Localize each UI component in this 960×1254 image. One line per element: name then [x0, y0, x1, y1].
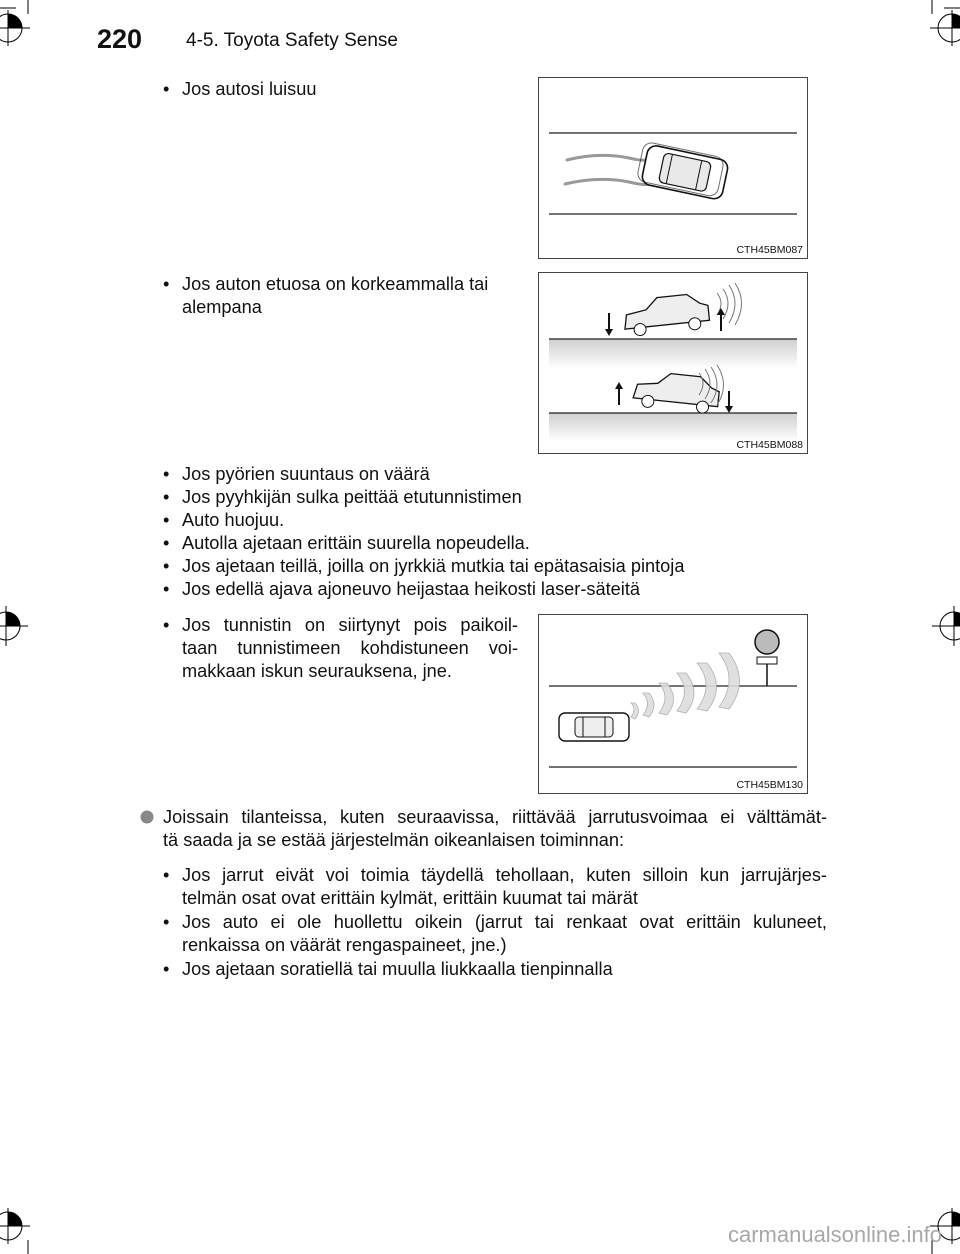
crop-mark-mid-right [920, 596, 960, 656]
bullet-text-line2: renkaissa on väärät rengaspaineet, jne.) [182, 935, 507, 955]
figure-car-front-height [538, 272, 808, 454]
page-number: 220 [97, 24, 143, 54]
figure-code: CTH45BM130 [736, 779, 803, 791]
list-item: Jos pyörien suuntaus on väärä [182, 464, 430, 484]
footer-watermark: carmanualsonline.info [727, 1222, 942, 1247]
bullet-text-line1: Jos tunnistin on siirtynyt pois paikoil- [182, 615, 518, 635]
bullet-text-line2: telmän osat ovat erittäin kylmät, erittäin kuumat tai märät [182, 888, 638, 908]
sensor-misaligned-illustration [539, 615, 809, 795]
car-skidding-illustration [539, 78, 809, 260]
figure-car-skidding [538, 77, 808, 259]
bullet-text: Jos ajetaan soratiellä tai muulla liukkaalla tienpinnalla [182, 959, 613, 979]
bullet-text-line2: alempana [182, 297, 262, 317]
list-item: Jos pyyhkijän sulka peittää etutunnistimen [182, 487, 522, 507]
bullet-text-line1: Jos jarrut eivät voi toimia täydellä tehollaan, kuten silloin kun jarrujärjes- [182, 865, 827, 885]
main-text-line1: Joissain tilanteissa, kuten seuraavissa, riittävää jarrutusvoimaa ei välttämät- [163, 807, 827, 827]
main-text-line2: tä saada ja se estää järjestelmän oikeanlaisen toiminnan: [163, 830, 625, 850]
bullet-text-line2: taan tunnistimeen kohdistuneen voi- [182, 638, 518, 658]
crop-mark-top-right [900, 0, 960, 60]
bullet-text: Jos autosi luisuu [182, 79, 317, 99]
car-front-height-illustration [539, 273, 809, 455]
figure-sensor-misaligned [538, 614, 808, 794]
bullet-text-line1: Jos auto ei ole huollettu oikein (jarrut tai renkaat ovat erittäin kuluneet, [182, 912, 827, 932]
list-item: Jos ajetaan teillä, joilla on jyrkkiä mutkia tai epätasaisia pintoja [182, 556, 685, 576]
crop-mark-mid-left [0, 596, 40, 656]
figure-code: CTH45BM087 [736, 244, 803, 256]
section-title: 4-5. Toyota Safety Sense [186, 30, 398, 51]
crop-mark-bottom-left [0, 1194, 60, 1254]
crop-mark-top-left [0, 0, 60, 60]
bullet-text-line1: Jos auton etuosa on korkeammalla tai [182, 274, 489, 294]
bullet-text-line3: makkaan iskun seurauksena, jne. [182, 661, 452, 681]
list-item: Autolla ajetaan erittäin suurella nopeudella. [182, 533, 530, 553]
bullet-circle-icon [140, 810, 154, 824]
list-item: Auto huojuu. [182, 510, 285, 530]
figure-code: CTH45BM088 [736, 439, 803, 451]
list-item: Jos edellä ajava ajoneuvo heijastaa heikosti laser-säteitä [182, 579, 640, 599]
